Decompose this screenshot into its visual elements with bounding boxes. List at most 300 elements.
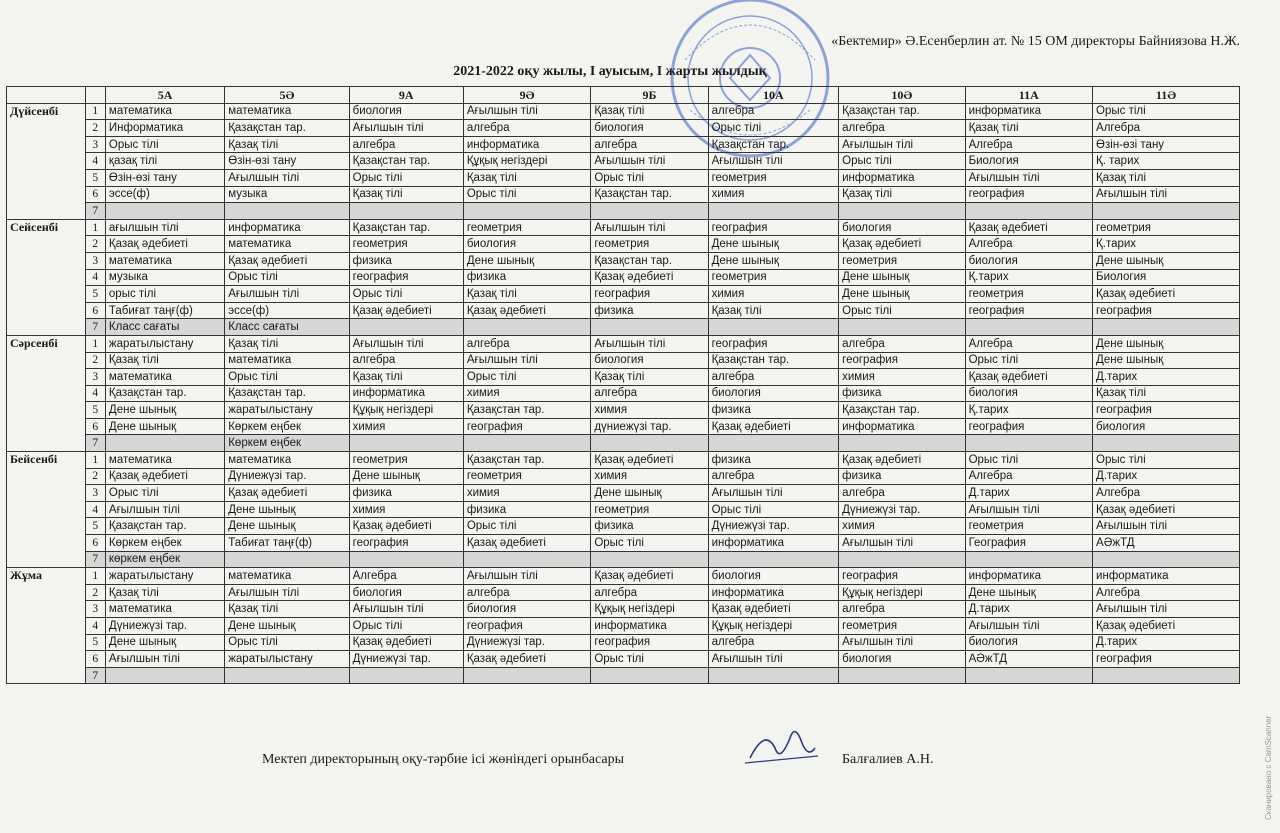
subject-cell: биология [965, 634, 1092, 651]
subject-cell: Қазақстан тар. [463, 452, 590, 469]
subject-cell: информатика [1093, 568, 1240, 585]
subject-cell: физика [708, 402, 839, 419]
subject-cell: Ағылшын тілі [708, 651, 839, 668]
header-director-line: «Бектемир» Ә.Есенберлин ат. № 15 ОМ директоры Байниязова Н.Ж. [831, 34, 1240, 49]
subject-cell: Ағылшын тілі [708, 153, 839, 170]
column-header: 9А [349, 87, 463, 104]
subject-cell: дүниежүзі тар. [591, 418, 708, 435]
subject-cell: Қазақ әдебиеті [463, 535, 590, 552]
lesson-number: 7 [85, 551, 105, 568]
subject-cell: геометрия [591, 236, 708, 253]
subject-cell: Қазақ тілі [225, 601, 349, 618]
subject-cell [1093, 319, 1240, 336]
subject-cell: геометрия [965, 518, 1092, 535]
lesson-number: 6 [85, 186, 105, 203]
subject-cell [708, 435, 839, 452]
subject-cell: Ағылшын тілі [105, 501, 224, 518]
subject-cell [708, 203, 839, 220]
subject-cell: Дене шынық [591, 485, 708, 502]
subject-cell: алгебра [839, 601, 965, 618]
subject-cell: Қазақ тілі [708, 302, 839, 319]
subject-cell: география [463, 618, 590, 635]
table-row [7, 352, 1240, 369]
subject-cell: Д.тарих [1093, 369, 1240, 386]
subject-cell: геометрия [463, 468, 590, 485]
subject-cell: Қазақ тілі [591, 103, 708, 120]
subject-cell: математика [105, 452, 224, 469]
subject-cell: биология [965, 385, 1092, 402]
subject-cell: Қазақ әдебиеті [463, 651, 590, 668]
subject-cell: математика [225, 452, 349, 469]
subject-cell: Класс сағаты [225, 319, 349, 336]
column-header: 5Ә [225, 87, 349, 104]
subject-cell: жаратылыстану [105, 335, 224, 352]
subject-cell: Ағылшын тілі [463, 568, 590, 585]
subject-cell [463, 319, 590, 336]
subject-cell: география [708, 219, 839, 236]
table-row [7, 634, 1240, 651]
subject-cell: алгебра [839, 485, 965, 502]
subject-cell: география [708, 335, 839, 352]
subject-cell: география [591, 634, 708, 651]
table-row [7, 535, 1240, 552]
subject-cell: физика [349, 252, 463, 269]
subject-cell: Дене шынық [839, 269, 965, 286]
signature [740, 718, 820, 778]
subject-cell: Қазақ тілі [105, 352, 224, 369]
subject-cell: Қазақстан тар. [349, 153, 463, 170]
lesson-number: 6 [85, 651, 105, 668]
table-row [7, 302, 1240, 319]
table-row [7, 319, 1240, 336]
lesson-number: 6 [85, 535, 105, 552]
table-row [7, 136, 1240, 153]
subject-cell: Дене шынық [708, 236, 839, 253]
subject-cell: информатика [708, 584, 839, 601]
subject-cell [1093, 667, 1240, 684]
subject-cell: Қазақ тілі [965, 120, 1092, 137]
subject-cell: Дүниежүзі тар. [225, 468, 349, 485]
subject-cell: биология [965, 252, 1092, 269]
subject-cell: информатика [591, 618, 708, 635]
subject-cell [105, 203, 224, 220]
subject-cell: география [1093, 402, 1240, 419]
subject-cell: Д.тарих [1093, 634, 1240, 651]
subject-cell: Қазақ тілі [463, 286, 590, 303]
subject-cell: Құқық негіздері [463, 153, 590, 170]
subject-cell: жаратылыстану [105, 568, 224, 585]
subject-cell: Өзін-өзі тану [1093, 136, 1240, 153]
subject-cell: Дене шынық [105, 418, 224, 435]
column-header: 9Б [591, 87, 708, 104]
subject-cell: Орыс тілі [591, 169, 708, 186]
lesson-number: 1 [85, 452, 105, 469]
day-name: Сәрсенбі [7, 335, 86, 451]
subject-cell: Қазақ тілі [225, 136, 349, 153]
table-row [7, 468, 1240, 485]
subject-cell: Қ.тарих [965, 402, 1092, 419]
subject-cell: Орыс тілі [1093, 452, 1240, 469]
subject-cell [463, 667, 590, 684]
lesson-number: 4 [85, 618, 105, 635]
subject-cell: Ағылшын тілі [591, 219, 708, 236]
subject-cell: биология [591, 120, 708, 137]
subject-cell [965, 667, 1092, 684]
subject-cell: Дене шынық [839, 286, 965, 303]
subject-cell: химия [591, 402, 708, 419]
subject-cell [105, 435, 224, 452]
table-row [7, 186, 1240, 203]
subject-cell [349, 667, 463, 684]
column-header: 11А [965, 87, 1092, 104]
subject-cell: Қазақстан тар. [708, 136, 839, 153]
subject-cell: физика [708, 452, 839, 469]
subject-cell: математика [225, 236, 349, 253]
subject-cell: Орыс тілі [105, 485, 224, 502]
footer-role: Мектеп директорының оқу-тәрбие ісі жөніндегі орынбасары [262, 752, 624, 767]
subject-cell: Ағылшын тілі [839, 136, 965, 153]
subject-cell: Орыс тілі [965, 352, 1092, 369]
schedule-table [6, 86, 1240, 684]
subject-cell: Орыс тілі [225, 634, 349, 651]
subject-cell [349, 435, 463, 452]
subject-cell: Қазақ әдебиеті [105, 468, 224, 485]
subject-cell: Қазақ әдебиеті [839, 452, 965, 469]
subject-cell: информатика [463, 136, 590, 153]
table-row [7, 485, 1240, 502]
subject-cell: көркем еңбек [105, 551, 224, 568]
subject-cell: Ағылшын тілі [225, 286, 349, 303]
subject-cell: Орыс тілі [349, 286, 463, 303]
subject-cell: биология [349, 103, 463, 120]
subject-cell: Ағылшын тілі [965, 618, 1092, 635]
subject-cell: Дене шынық [1093, 352, 1240, 369]
subject-cell: Алгебра [965, 468, 1092, 485]
subject-cell [463, 203, 590, 220]
subject-cell [839, 667, 965, 684]
subject-cell: Қазақ әдебиеті [839, 236, 965, 253]
lesson-number: 5 [85, 518, 105, 535]
subject-cell [105, 667, 224, 684]
subject-cell: Дене шынық [225, 518, 349, 535]
subject-cell: Қазақ тілі [1093, 169, 1240, 186]
lesson-number: 7 [85, 319, 105, 336]
table-row [7, 402, 1240, 419]
subject-cell: Көркем еңбек [225, 435, 349, 452]
table-row [7, 418, 1240, 435]
subject-cell: музыка [105, 269, 224, 286]
subject-cell: Қазақ тілі [839, 186, 965, 203]
lesson-number: 2 [85, 584, 105, 601]
subject-cell: биология [463, 236, 590, 253]
subject-cell: биология [708, 568, 839, 585]
subject-cell: География [965, 535, 1092, 552]
subject-cell: Қазақ әдебиеті [349, 302, 463, 319]
subject-cell: Дене шынық [105, 402, 224, 419]
subject-cell: Дене шынық [225, 501, 349, 518]
subject-cell: математика [105, 369, 224, 386]
subject-cell: Биология [965, 153, 1092, 170]
subject-cell: химия [839, 369, 965, 386]
table-row [7, 236, 1240, 253]
subject-cell: информатика [839, 418, 965, 435]
subject-cell: Ағылшын тілі [1093, 601, 1240, 618]
subject-cell: Ағылшын тілі [225, 169, 349, 186]
lesson-number: 4 [85, 385, 105, 402]
scanner-watermark: Сканировано с CamScanner [1264, 715, 1273, 820]
table-row [7, 203, 1240, 220]
subject-cell [839, 203, 965, 220]
subject-cell: география [463, 418, 590, 435]
table-row [7, 551, 1240, 568]
subject-cell [225, 551, 349, 568]
lesson-number: 5 [85, 286, 105, 303]
lesson-number: 1 [85, 568, 105, 585]
subject-cell: биология [708, 385, 839, 402]
table-row [7, 219, 1240, 236]
subject-cell: Қазақстан тар. [591, 252, 708, 269]
subject-cell: Құқық негіздері [349, 402, 463, 419]
lesson-number: 5 [85, 402, 105, 419]
subject-cell: Алгебра [965, 236, 1092, 253]
subject-cell: физика [591, 302, 708, 319]
subject-cell: Қазақ әдебиеті [105, 236, 224, 253]
table-row [7, 584, 1240, 601]
subject-cell: алгебра [349, 136, 463, 153]
subject-cell: Ағылшын тілі [225, 584, 349, 601]
subject-cell: информатика [349, 385, 463, 402]
lesson-number: 4 [85, 269, 105, 286]
subject-cell: АӘжТД [965, 651, 1092, 668]
subject-cell: Ағылшын тілі [1093, 518, 1240, 535]
table-row [7, 385, 1240, 402]
subject-cell [349, 203, 463, 220]
subject-cell: Ағылшын тілі [839, 535, 965, 552]
subject-cell: Қазақ әдебиеті [225, 485, 349, 502]
subject-cell: Қ.тарих [1093, 236, 1240, 253]
subject-cell [463, 435, 590, 452]
subject-cell: Ағылшын тілі [591, 335, 708, 352]
subject-cell: Орыс тілі [591, 651, 708, 668]
subject-cell: Дене шынық [965, 584, 1092, 601]
subject-cell: эссе(ф) [105, 186, 224, 203]
subject-cell: Д.тарих [1093, 468, 1240, 485]
subject-cell: Дене шынық [1093, 335, 1240, 352]
lesson-number: 1 [85, 219, 105, 236]
subject-cell: химия [708, 286, 839, 303]
subject-cell: Қазақ тілі [591, 369, 708, 386]
subject-cell [965, 551, 1092, 568]
subject-cell [708, 551, 839, 568]
subject-cell: физика [839, 468, 965, 485]
subject-cell: Қазақстан тар. [708, 352, 839, 369]
subject-cell [965, 435, 1092, 452]
subject-cell: алгебра [708, 468, 839, 485]
subject-cell: Қазақстан тар. [463, 402, 590, 419]
subject-cell: математика [105, 252, 224, 269]
subject-cell: биология [839, 651, 965, 668]
subject-cell: биология [1093, 418, 1240, 435]
subject-cell: биология [839, 219, 965, 236]
subject-cell: қазақ тілі [105, 153, 224, 170]
subject-cell: Дүниежүзі тар. [349, 651, 463, 668]
table-row [7, 651, 1240, 668]
subject-cell: физика [591, 518, 708, 535]
subject-cell: физика [463, 269, 590, 286]
subject-cell: Ағылшын тілі [105, 651, 224, 668]
subject-cell [839, 435, 965, 452]
subject-cell: Дүниежүзі тар. [105, 618, 224, 635]
table-row [7, 601, 1240, 618]
footer-name: Балғалиев А.Н. [842, 752, 934, 767]
lesson-number: 7 [85, 435, 105, 452]
lesson-number: 3 [85, 369, 105, 386]
subject-cell: химия [349, 418, 463, 435]
table-row [7, 153, 1240, 170]
subject-cell: алгебра [839, 335, 965, 352]
subject-cell: физика [463, 501, 590, 518]
table-row [7, 501, 1240, 518]
subject-cell: химия [839, 518, 965, 535]
subject-cell: геометрия [839, 252, 965, 269]
table-row [7, 269, 1240, 286]
subject-cell [965, 319, 1092, 336]
subject-cell [1093, 203, 1240, 220]
subject-cell: Класс сағаты [105, 319, 224, 336]
subject-cell: жаратылыстану [225, 651, 349, 668]
subject-cell: Биология [1093, 269, 1240, 286]
subject-cell: биология [591, 352, 708, 369]
day-name: Жұма [7, 568, 86, 684]
subject-cell: Қазақ әдебиеті [708, 601, 839, 618]
subject-cell: геометрия [591, 501, 708, 518]
table-row [7, 568, 1240, 585]
subject-cell: информатика [708, 535, 839, 552]
subject-cell: география [965, 302, 1092, 319]
subject-cell [1093, 435, 1240, 452]
subject-cell: Орыс тілі [708, 120, 839, 137]
subject-cell: геометрия [1093, 219, 1240, 236]
subject-cell: орыс тілі [105, 286, 224, 303]
subject-cell: АӘжТД [1093, 535, 1240, 552]
subject-cell: геометрия [839, 618, 965, 635]
lesson-number: 2 [85, 236, 105, 253]
table-row [7, 435, 1240, 452]
table-row [7, 452, 1240, 469]
subject-cell: Дене шынық [463, 252, 590, 269]
subject-cell [1093, 551, 1240, 568]
column-header: 11Ә [1093, 87, 1240, 104]
lesson-number: 3 [85, 601, 105, 618]
subject-cell: Орыс тілі [105, 136, 224, 153]
subject-cell: Орыс тілі [463, 186, 590, 203]
subject-cell: Қазақ тілі [105, 584, 224, 601]
subject-cell: математика [225, 568, 349, 585]
lesson-number: 1 [85, 335, 105, 352]
lesson-number: 4 [85, 501, 105, 518]
header-num [85, 87, 105, 104]
subject-cell: Қазақ әдебиеті [591, 568, 708, 585]
subject-cell [225, 667, 349, 684]
subject-cell: Ағылшын тілі [965, 169, 1092, 186]
subject-cell: математика [105, 601, 224, 618]
subject-cell: география [349, 269, 463, 286]
subject-cell: геометрия [708, 169, 839, 186]
subject-cell: Алгебра [349, 568, 463, 585]
subject-cell: Қазақ тілі [349, 369, 463, 386]
subject-cell: Ағылшын тілі [965, 501, 1092, 518]
lesson-number: 7 [85, 667, 105, 684]
subject-cell: Дене шынық [225, 618, 349, 635]
subject-cell [591, 435, 708, 452]
subject-cell: Алгебра [965, 136, 1092, 153]
subject-cell: Қ. тарих [1093, 153, 1240, 170]
subject-cell: Қ.тарих [965, 269, 1092, 286]
subject-cell: Қазақ әдебиеті [965, 369, 1092, 386]
subject-cell: Орыс тілі [225, 269, 349, 286]
subject-cell: Құқық негіздері [591, 601, 708, 618]
lesson-number: 2 [85, 468, 105, 485]
lesson-number: 3 [85, 136, 105, 153]
lesson-number: 6 [85, 302, 105, 319]
column-header: 10А [708, 87, 839, 104]
subject-cell: Алгебра [1093, 485, 1240, 502]
subject-cell [349, 319, 463, 336]
lesson-number: 2 [85, 120, 105, 137]
lesson-number: 6 [85, 418, 105, 435]
subject-cell: информатика [225, 219, 349, 236]
subject-cell: Қазақ әдебиеті [349, 518, 463, 535]
subject-cell: алгебра [463, 584, 590, 601]
lesson-number: 2 [85, 352, 105, 369]
subject-cell: Дене шынық [105, 634, 224, 651]
subject-cell [708, 667, 839, 684]
subject-cell: Алгебра [1093, 120, 1240, 137]
subject-cell: география [965, 186, 1092, 203]
subject-cell: геометрия [708, 269, 839, 286]
subject-cell: биология [349, 584, 463, 601]
header-day [7, 87, 86, 104]
subject-cell: геометрия [463, 219, 590, 236]
subject-cell: музыка [225, 186, 349, 203]
lesson-number: 1 [85, 103, 105, 120]
subject-cell: Қазақстан тар. [105, 518, 224, 535]
table-row [7, 120, 1240, 137]
subject-cell: Орыс тілі [839, 153, 965, 170]
subject-cell: математика [105, 103, 224, 120]
lesson-number: 7 [85, 203, 105, 220]
subject-cell: Д.тарих [965, 601, 1092, 618]
subject-cell: география [839, 568, 965, 585]
subject-cell: Алгебра [965, 335, 1092, 352]
subject-cell [591, 203, 708, 220]
subject-cell [839, 319, 965, 336]
subject-cell: Қазақ тілі [1093, 385, 1240, 402]
subject-cell: Орыс тілі [349, 169, 463, 186]
subject-cell: математика [225, 352, 349, 369]
subject-cell: Қазақстан тар. [839, 402, 965, 419]
subject-cell: Қазақ әдебиеті [1093, 286, 1240, 303]
day-name: Бейсенбі [7, 452, 86, 568]
subject-cell: химия [708, 186, 839, 203]
table-row [7, 252, 1240, 269]
subject-cell: Орыс тілі [225, 369, 349, 386]
subject-cell: алгебра [463, 335, 590, 352]
subject-cell [225, 203, 349, 220]
subject-cell: Ағылшын тілі [591, 153, 708, 170]
table-row [7, 369, 1240, 386]
subject-cell: Дүниежүзі тар. [839, 501, 965, 518]
